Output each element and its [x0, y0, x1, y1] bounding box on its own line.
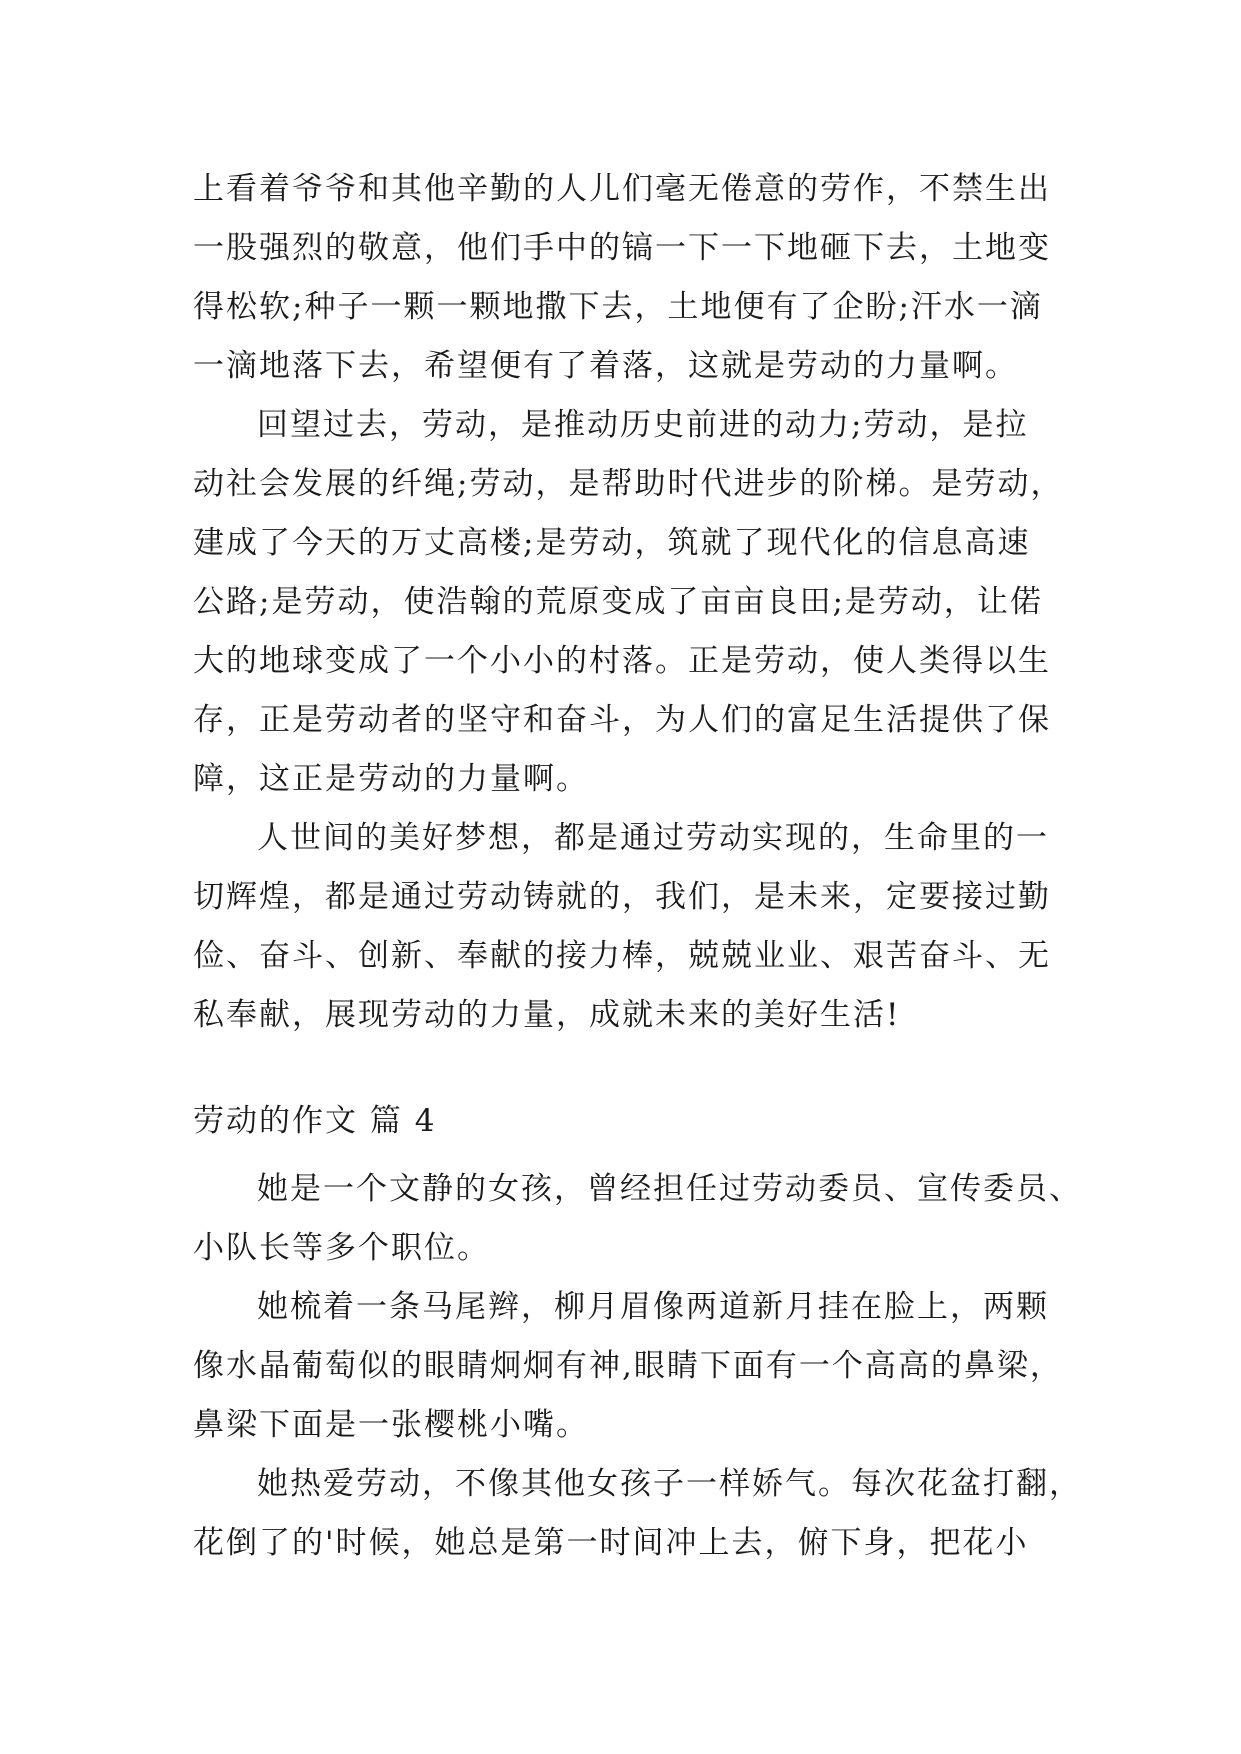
text-line: 俭、奋斗、创新、奉献的接力棒，兢兢业业、艰苦奋斗、无 — [193, 938, 1051, 974]
body-text-bottom — [193, 1160, 1082, 1573]
text-line: 存，正是劳动者的坚守和奋斗，为人们的富足生活提供了保 — [193, 702, 1051, 738]
text-line: 动社会发展的纤绳;劳动，是帮助时代进步的阶梯。是劳动， — [193, 466, 1064, 502]
text-line: 私奉献，展现劳动的力量，成就未来的美好生活! — [193, 997, 901, 1033]
text-line: 建成了今天的万丈高楼;是劳动，筑就了现代化的信息高速 — [193, 525, 1031, 561]
text-line: 小队长等多个职位。 — [193, 1230, 490, 1266]
text-line: 人世间的美好梦想，都是通过劳动实现的，生命里的一 — [257, 820, 1049, 856]
text-line: 切辉煌，都是通过劳动铸就的，我们，是未来，定要接过勤 — [193, 879, 1051, 915]
text-line: 像水晶葡萄似的眼睛炯炯有神,眼睛下面有一个高高的鼻梁， — [193, 1348, 1063, 1384]
text-line: 花倒了的'时候，她总是第一时间冲上去，俯下身，把花小 — [193, 1525, 1029, 1561]
text-line: 大的地球变成了一个小小的村落。正是劳动，使人类得以生 — [193, 643, 1051, 679]
text-line: 她是一个文静的女孩，曾经担任过劳动委员、宣传委员、 — [257, 1171, 1082, 1207]
text-line: 鼻梁下面是一张樱桃小嘴。 — [193, 1407, 589, 1443]
text-line: 她梳着一条马尾辫，柳月眉像两道新月挂在脸上，两颗 — [257, 1289, 1049, 1325]
section-heading: 劳动的作文 篇 4 — [193, 1103, 437, 1139]
text-line: 得松软;种子一颗一颗地撒下去，土地便有了企盼;汗水一滴 — [193, 289, 1043, 325]
text-line: 她热爱劳动，不像其他女孩子一样娇气。每次花盆打翻， — [257, 1466, 1082, 1502]
text-line: 回望过去，劳动，是推动历史前进的动力;劳动，是拉 — [257, 407, 1029, 443]
text-line: 上看着爷爷和其他辛勤的人儿们毫无倦意的劳作，不禁生出 — [193, 171, 1051, 207]
text-line: 公路;是劳动，使浩翰的荒原变成了亩亩良田;是劳动，让偌 — [193, 584, 1043, 620]
body-text-top — [193, 160, 1064, 1045]
text-line: 一滴地落下去，希望便有了着落，这就是劳动的力量啊。 — [193, 348, 1018, 384]
text-line: 一股强烈的敬意，他们手中的镐一下一下地砸下去，土地变 — [193, 230, 1051, 266]
text-line: 障，这正是劳动的力量啊。 — [193, 761, 589, 797]
